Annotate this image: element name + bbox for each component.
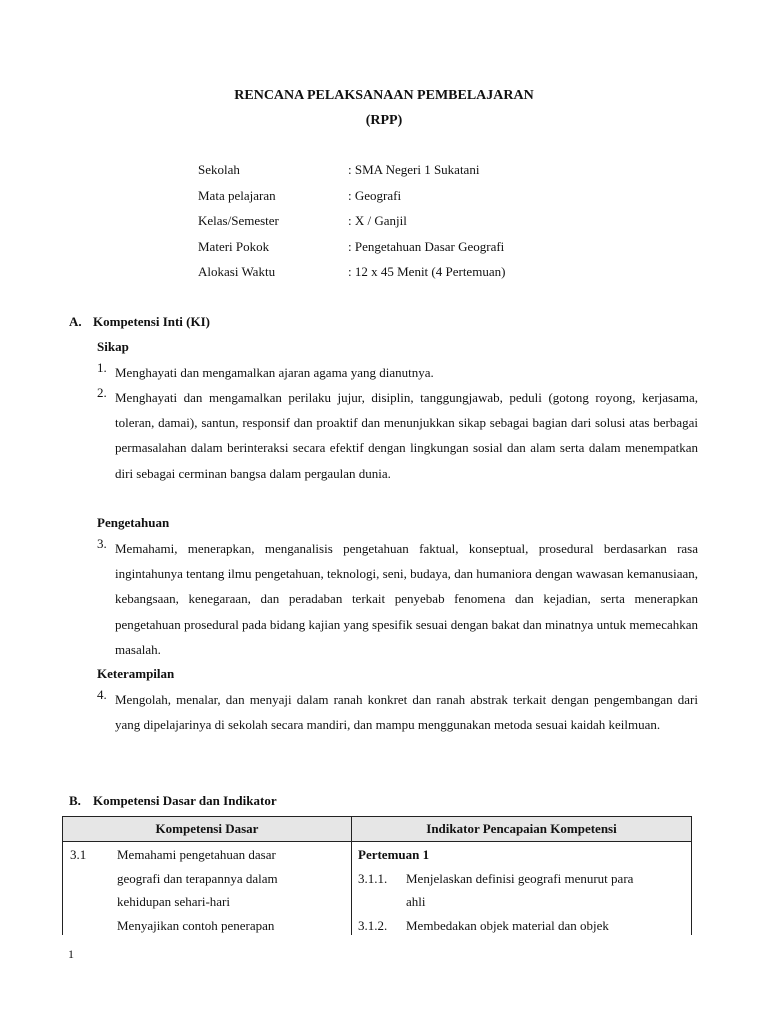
section-b-title: Kompetensi Dasar dan Indikator (93, 793, 277, 808)
identity-value: : Geografi (348, 187, 402, 203)
identity-label: Alokasi Waktu (198, 264, 276, 279)
section-a-title: Kompetensi Inti (KI) (93, 314, 210, 329)
identity-label: Mata pelajaran (198, 187, 276, 203)
ki-item-3 (97, 536, 698, 662)
identity-label: Sekolah (198, 162, 240, 177)
identity-row (198, 162, 505, 188)
kd-text-line: Menyajikan contoh penerapan (117, 918, 275, 933)
identity-block (198, 162, 505, 290)
pengetahuan-heading: Pengetahuan (97, 515, 170, 530)
keterampilan-heading: Keterampilan (97, 666, 175, 681)
ki-item-number: 3. (97, 536, 107, 551)
ki-item-text: Mengolah, menalar, dan menyaji dalam ranah konkret dan ranah abstrak terkait dengan pengembangan dari yang dipelajarinya di sekolah secara mandiri, dan mampu menggunakan metoda sesuai kaidah keilmuan. (115, 692, 698, 733)
indikator-number: 3.1.2. (358, 918, 388, 933)
identity-value: : X / Ganjil (348, 213, 407, 228)
page-number: 1 (68, 947, 74, 961)
meeting-heading: Pertemuan 1 (358, 847, 430, 862)
indikator-text-line: Menjelaskan definisi geografi menurut para (406, 871, 634, 886)
ki-item-text: Menghayati dan mengamalkan ajaran agama yang dianutnya. (115, 365, 434, 380)
ki-item-1 (97, 360, 698, 385)
sikap-heading: Sikap (97, 339, 129, 354)
document-title: RENCANA PELAKSANAAN PEMBELAJARAN (234, 88, 534, 103)
identity-value: : Pengetahuan Dasar Geografi (348, 238, 505, 254)
identity-row (198, 264, 505, 290)
ki-item-text: Memahami, menerapkan, menganalisis pengetahuan faktual, konseptual, prosedural berdasarkan rasa ingintahunya tentang ilmu pengetahuan, teknologi, seni, budaya, dan humaniora dengan wawasan kemanusiaan, kebangsaan, kenegaraan, dan peradaban terkait penyebab fenomena dan kejadian, serta menerapkan pengetahuan prosedural pada bidang kajian yang spesifik sesuai dengan bakat dan minatnya untuk memecahkan masalah. (115, 541, 699, 657)
ki-item-number: 4. (97, 687, 107, 702)
table-header-row (63, 817, 692, 842)
identity-label: Kelas/Semester (198, 213, 279, 228)
ki-item-number: 1. (97, 360, 107, 375)
indikator-text-line: Membedakan objek material dan objek (406, 918, 609, 933)
ki-item-number: 2. (97, 385, 107, 400)
table-row (63, 842, 692, 936)
identity-label: Materi Pokok (198, 238, 270, 254)
document-subtitle: (RPP) (365, 113, 403, 128)
ki-item-4 (97, 687, 698, 737)
section-b-letter: B. (69, 793, 81, 808)
kd-number: 3.1 (70, 847, 87, 862)
indikator-text-line: ahli (406, 894, 426, 909)
column-header-kd: Kompetensi Dasar (63, 817, 352, 842)
identity-row (198, 239, 505, 265)
indikator-number: 3.1.1. (358, 871, 388, 886)
section-a-letter: A. (69, 314, 82, 329)
indikator-cell (352, 842, 692, 936)
kd-indikator-table (62, 816, 692, 935)
kd-cell (63, 842, 352, 936)
kd-text-line: Memahami pengetahuan dasar (117, 847, 276, 862)
identity-value: : SMA Negeri 1 Sukatani (348, 162, 480, 177)
identity-value: : 12 x 45 Menit (4 Pertemuan) (348, 264, 506, 279)
column-header-indikator: Indikator Pencapaian Kompetensi (352, 817, 692, 842)
ki-item-text: Menghayati dan mengamalkan perilaku jujur, disiplin, tanggungjawab, peduli (gotong royong, kerjasama, toleran, damai), santun, responsif dan proaktif dan menunjukkan sikap sebagai bagian dari solusi atas berbagai permasalahan dalam berinteraksi secara efektif dengan lingkungan sosial dan alam serta dalam menempatkan diri sebagai cerminan bangsa dalam pergaulan dunia. (115, 390, 698, 481)
kd-text-line: kehidupan sehari-hari (117, 894, 230, 909)
ki-item-2 (97, 385, 698, 486)
identity-row (198, 213, 505, 239)
identity-row (198, 188, 505, 214)
kd-text-line: geografi dan terapannya dalam (117, 871, 278, 886)
